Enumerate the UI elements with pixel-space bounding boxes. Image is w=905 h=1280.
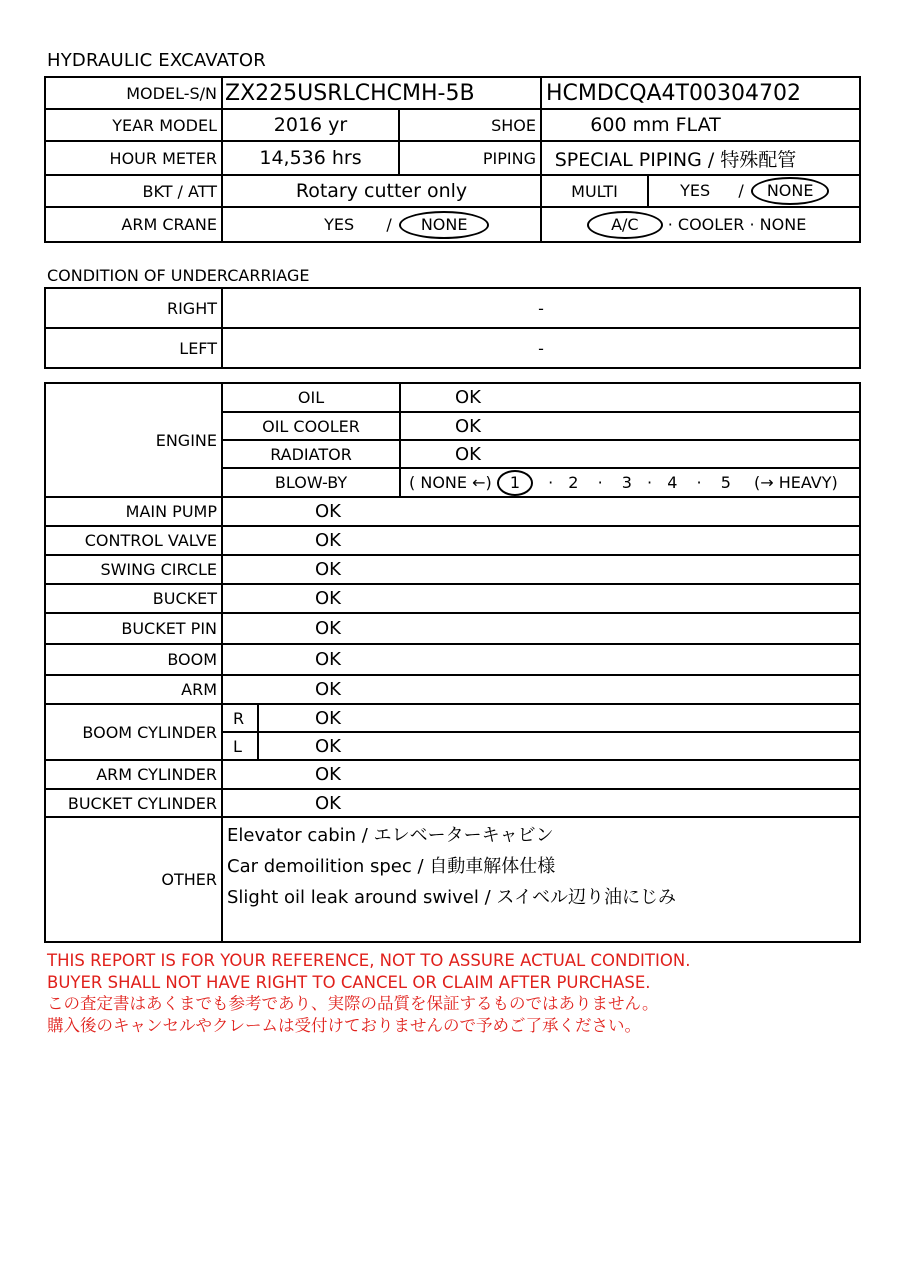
multi-yes: YES (680, 181, 711, 200)
undercarriage-title: CONDITION OF UNDERCARRIAGE (47, 266, 310, 285)
boom-cylinder-r-label: R (222, 704, 258, 732)
blowby-level-4: 4 (667, 472, 678, 492)
blowby-level-1-circled: 1 (497, 470, 533, 496)
undercarriage-left-value: - (222, 328, 860, 368)
machine-info-table (44, 76, 861, 243)
serial-value: HCMDCQA4T00304702 (541, 77, 860, 109)
oil-value: OK (400, 383, 860, 412)
boom-cylinder-l-label: L (222, 732, 258, 760)
model-value: ZX225USRLCHCMH-5B (222, 77, 541, 109)
bucket-pin-value: OK (222, 613, 860, 644)
control-valve-value: OK (222, 526, 860, 555)
blowby-level-3: 3 (621, 472, 632, 492)
blowby-dot: · (597, 472, 603, 492)
bucket-cylinder-value: OK (222, 789, 860, 817)
engine-label: ENGINE (45, 383, 222, 497)
year-label: YEAR MODEL (45, 109, 222, 141)
other-note-line: Elevator cabin / エレベーターキャビン (227, 825, 554, 846)
bucket-value: OK (222, 584, 860, 613)
blowby-none-end: ( NONE ←) (409, 472, 492, 492)
undercarriage-right-label: RIGHT (45, 288, 222, 328)
bucket-label: BUCKET (45, 584, 222, 613)
control-valve-label: CONTROL VALVE (45, 526, 222, 555)
undercarriage-table (44, 287, 861, 369)
ac-sep-2: · (749, 214, 755, 234)
bucket-pin-label: BUCKET PIN (45, 613, 222, 644)
other-label: OTHER (45, 817, 222, 942)
hour-meter-label: HOUR METER (45, 141, 222, 175)
ac-none: NONE (759, 214, 807, 234)
arm-crane-options (222, 207, 541, 242)
inspection-table (44, 382, 861, 943)
boom-cylinder-l-value: OK (258, 732, 860, 760)
arm-cylinder-label: ARM CYLINDER (45, 760, 222, 789)
oil-cooler-label: OIL COOLER (222, 412, 400, 440)
radiator-label: RADIATOR (222, 440, 400, 468)
undercarriage-right-value: - (222, 288, 860, 328)
disclaimer-line: この査定書はあくまでも参考であり、実際の品質を保証するものではありません。 (47, 994, 659, 1013)
multi-label: MULTI (541, 175, 648, 207)
shoe-label: SHOE (399, 109, 541, 141)
oil-cooler-value: OK (400, 412, 860, 440)
model-label: MODEL-S/N (45, 77, 222, 109)
blowby-label: BLOW-BY (222, 468, 400, 497)
blowby-level-2: 2 (568, 472, 579, 492)
hour-meter-value: 14,536 hrs (222, 141, 399, 175)
year-value: 2016 yr (222, 109, 399, 141)
arm-crane-none-circled: NONE (399, 211, 490, 239)
disclaimer-line: BUYER SHALL NOT HAVE RIGHT TO CANCEL OR CLAIM AFTER PURCHASE. (47, 972, 651, 992)
main-pump-value: OK (222, 497, 860, 526)
disclaimer (47, 950, 690, 1036)
arm-crane-separator: / (386, 214, 392, 234)
swing-circle-label: SWING CIRCLE (45, 555, 222, 584)
blowby-dot: · (647, 472, 653, 492)
other-note-line: Slight oil leak around swivel / スイベル辺り油にじみ (227, 887, 677, 908)
blowby-dot: · (696, 472, 702, 492)
boom-cylinder-r-value: OK (258, 704, 860, 732)
piping-label: PIPING (399, 141, 541, 175)
multi-separator: / (738, 181, 744, 200)
shoe-value: 600 mm FLAT (541, 109, 860, 141)
bkt-att-value: Rotary cutter only (222, 175, 541, 207)
multi-none-circled: NONE (751, 177, 830, 205)
bkt-att-label: BKT / ATT (45, 175, 222, 207)
boom-cylinder-label: BOOM CYLINDER (45, 704, 222, 760)
blowby-scale (400, 468, 860, 497)
bucket-cylinder-label: BUCKET CYLINDER (45, 789, 222, 817)
document-title: HYDRAULIC EXCAVATOR (47, 50, 266, 71)
swing-circle-value: OK (222, 555, 860, 584)
blowby-level-5: 5 (720, 472, 731, 492)
arm-cylinder-value: OK (222, 760, 860, 789)
piping-value: SPECIAL PIPING / 特殊配管 (541, 141, 860, 175)
disclaimer-line: 購入後のキャンセルやクレームは受付けておりませんので予めご了承ください。 (47, 1015, 641, 1035)
ac-options (541, 207, 860, 242)
main-pump-label: MAIN PUMP (45, 497, 222, 526)
multi-options (648, 175, 860, 207)
other-notes (222, 817, 860, 942)
arm-label: ARM (45, 675, 222, 704)
arm-crane-label: ARM CRANE (45, 207, 222, 242)
arm-value: OK (222, 675, 860, 704)
ac-sep-1: · (667, 214, 673, 234)
boom-value: OK (222, 644, 860, 675)
arm-crane-yes: YES (324, 214, 355, 234)
boom-label: BOOM (45, 644, 222, 675)
blowby-dot: · (548, 472, 554, 492)
oil-label: OIL (222, 383, 400, 412)
other-note-line: Car demoilition spec / 自動車解体仕様 (227, 856, 556, 877)
ac-circled: A/C (587, 211, 663, 239)
undercarriage-left-label: LEFT (45, 328, 222, 368)
blowby-heavy-end: (→ HEAVY) (753, 472, 838, 492)
ac-cooler: COOLER (677, 214, 745, 234)
disclaimer-line: THIS REPORT IS FOR YOUR REFERENCE, NOT TO ASSURE ACTUAL CONDITION. (47, 951, 691, 970)
radiator-value: OK (400, 440, 860, 468)
